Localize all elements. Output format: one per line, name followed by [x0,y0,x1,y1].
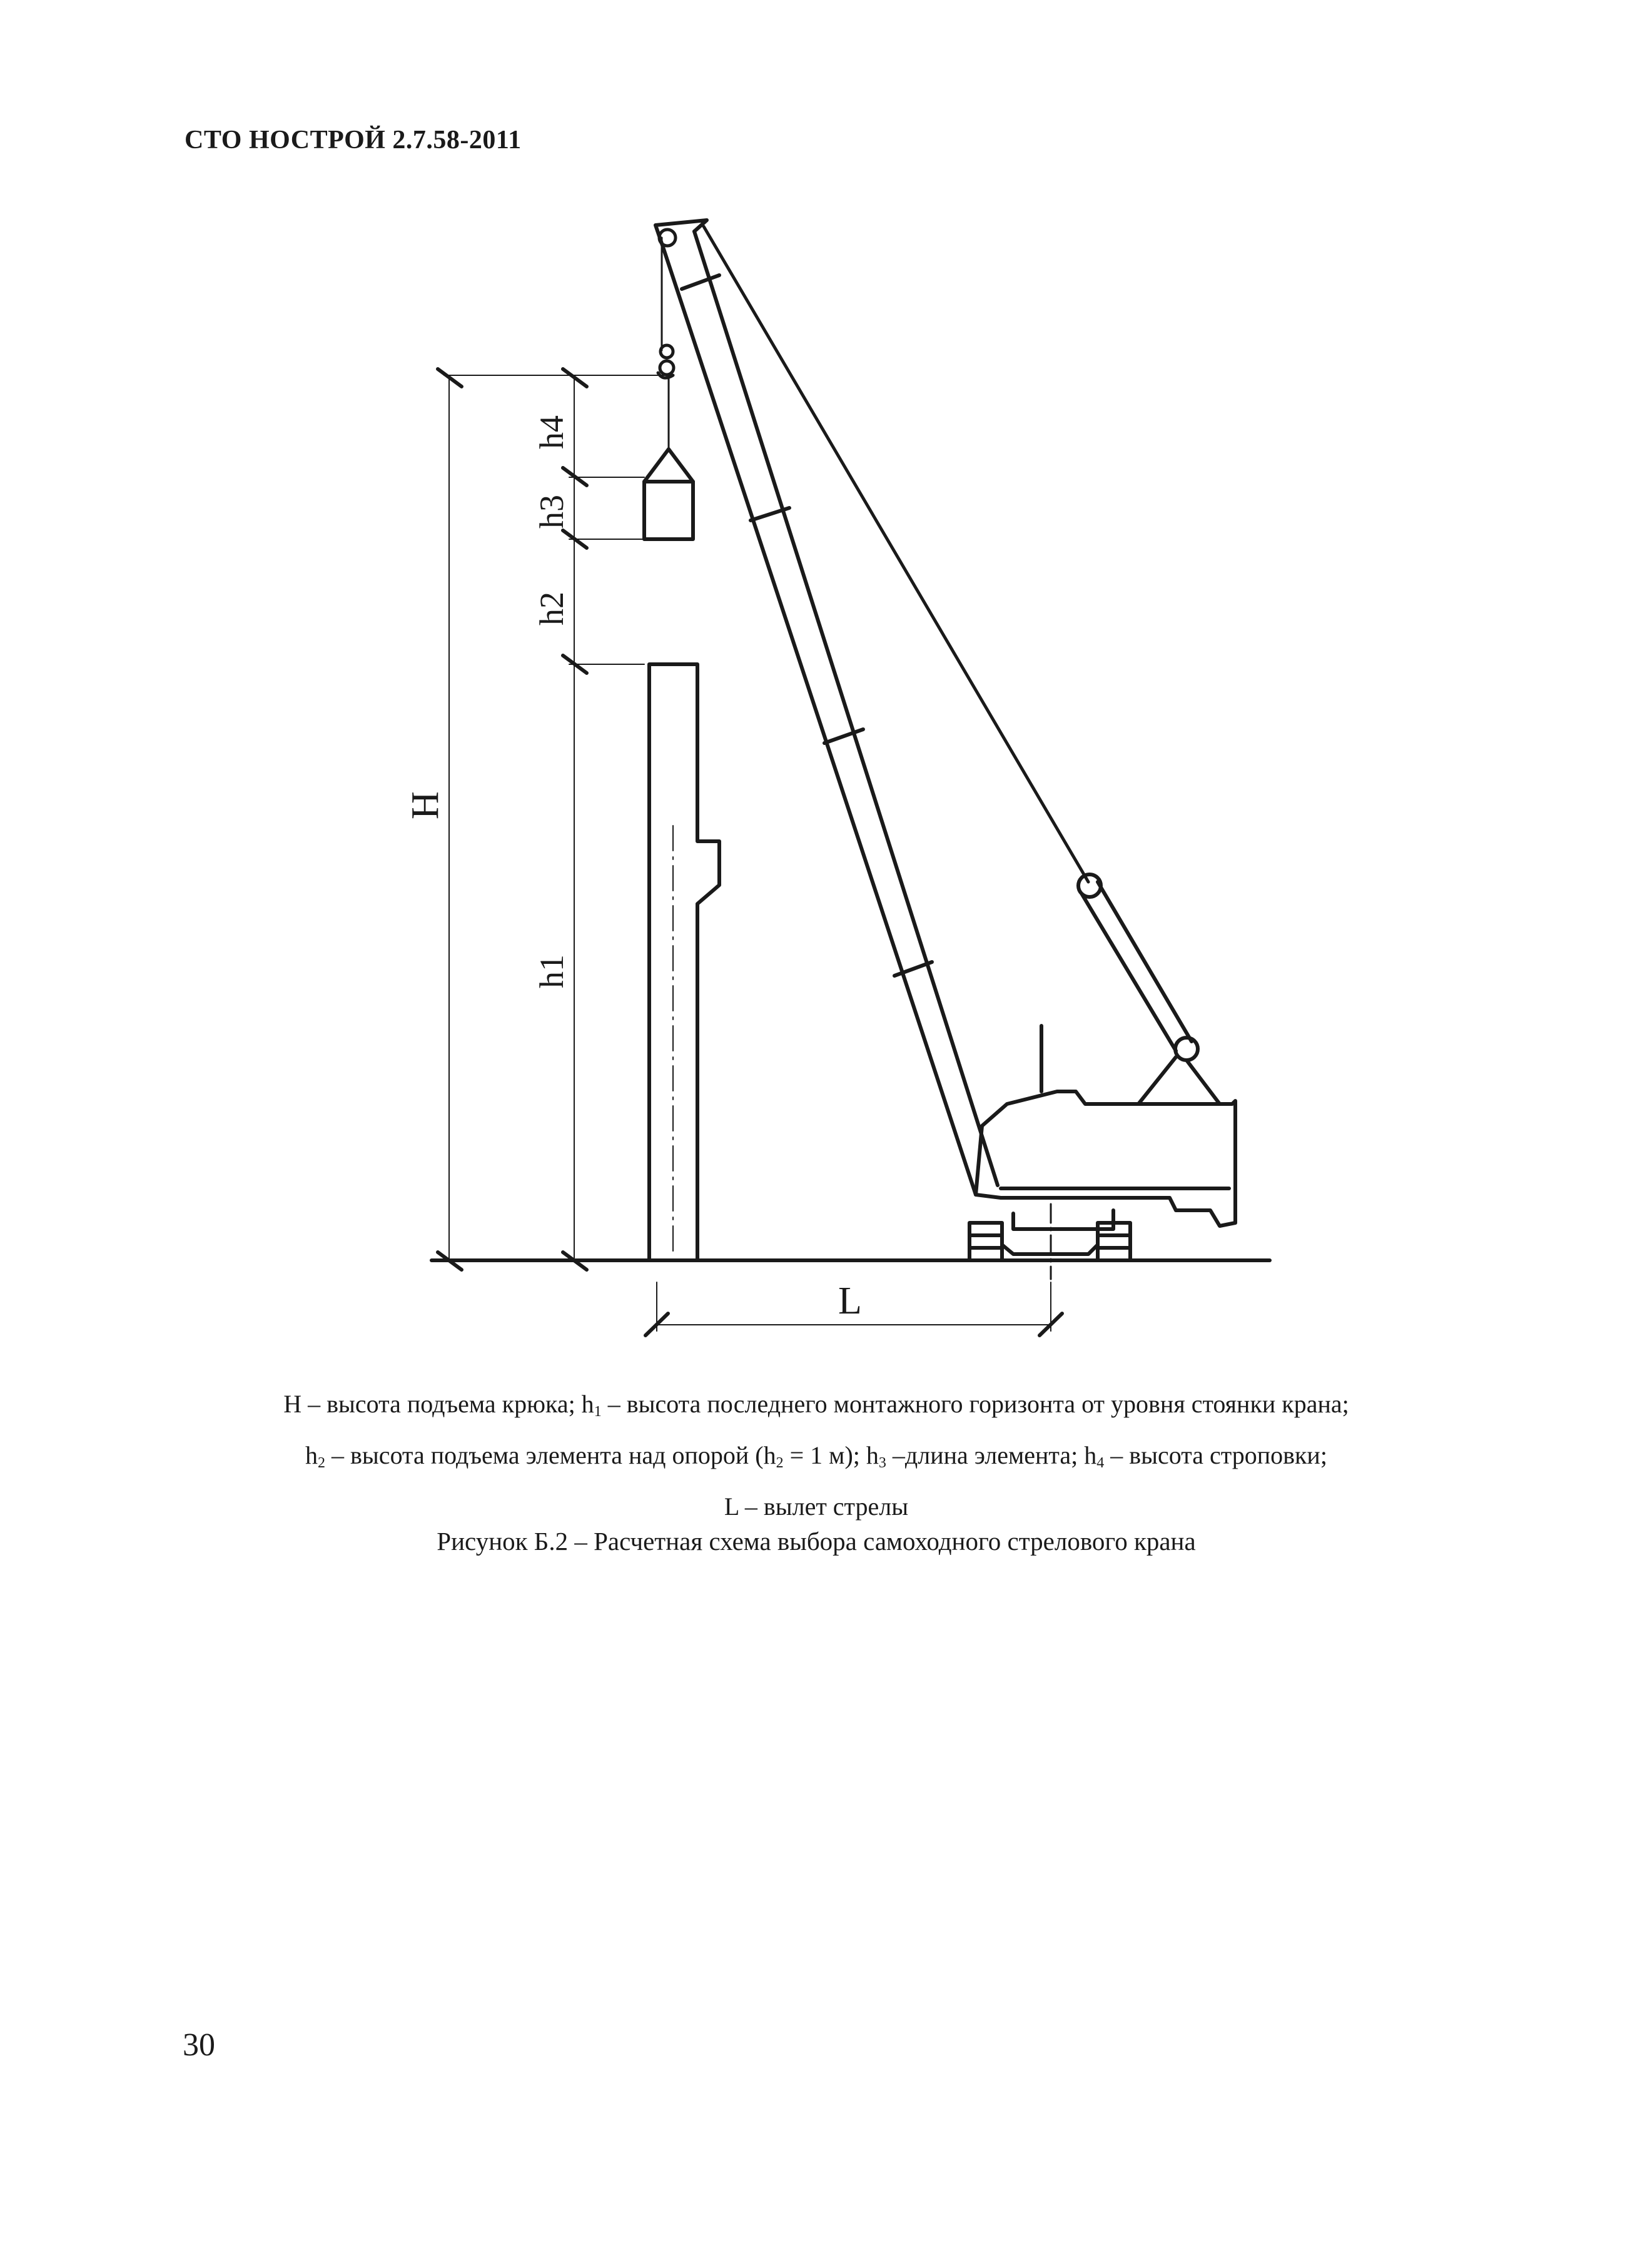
track-left [969,1223,1002,1260]
label-H: H [404,791,447,819]
document-header: СТО НОСТРОЙ 2.7.58-2011 [185,126,522,154]
label-h4: h4 [533,415,570,449]
label-L: L [838,1280,862,1322]
hook [658,345,674,378]
lifted-element [644,449,693,539]
boom-pendant [1078,874,1220,1104]
label-h2: h2 [533,592,570,625]
label-h1: h1 [533,954,570,988]
crane-boom [656,220,998,1195]
support-column [649,664,719,1260]
hoist-rope [704,226,1088,882]
legend-line-2: $h_2$ – высота подъема элемента над опорой ($h_2 = 1$ м); $h_3$ –длина элемента; $h_4$ – высота строповки; [305,1441,1327,1471]
figure-legend [144,1382,1489,1529]
legend-line-3: L – вылет стрелы [724,1492,909,1521]
label-h3: h3 [533,495,570,529]
legend-line-1: H – высота подъема крюка; $h_1$ – высота последнего монтажного горизонта от уровня стоянки крана; [283,1390,1349,1420]
crane-body [969,1026,1235,1260]
figure-title: Рисунок Б.2 – Расчетная схема выбора самоходного стрелового крана [437,1527,1196,1556]
page-number: 30 [183,2027,215,2063]
